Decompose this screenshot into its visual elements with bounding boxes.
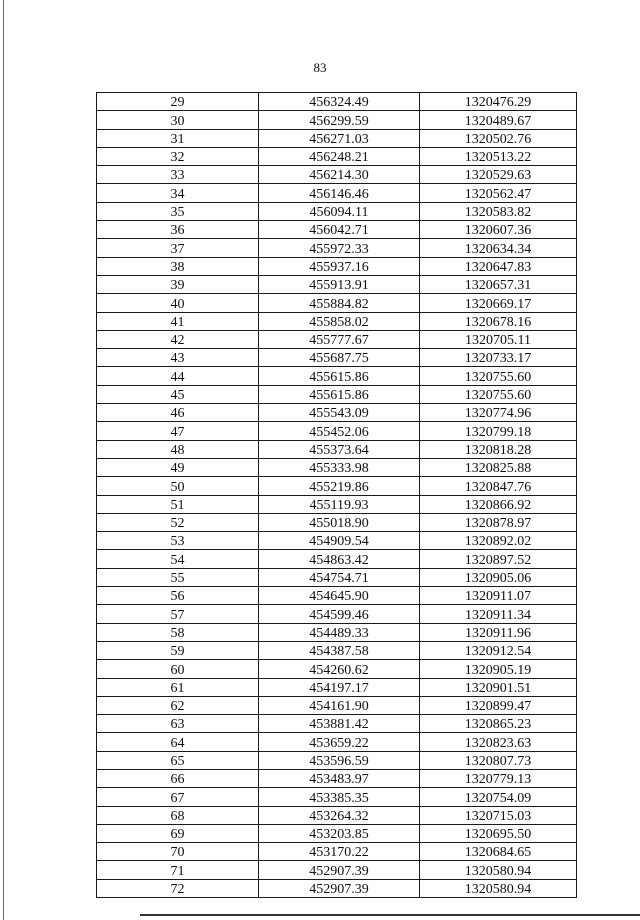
y-coordinate-cell: 1320489.67 xyxy=(420,111,577,129)
y-coordinate-cell: 1320892.02 xyxy=(420,532,577,550)
point-number-cell: 61 xyxy=(97,678,259,696)
point-number-cell: 39 xyxy=(97,275,259,293)
point-number-cell: 59 xyxy=(97,641,259,659)
point-number-cell: 42 xyxy=(97,330,259,348)
x-coordinate-cell: 455452.06 xyxy=(259,422,420,440)
y-coordinate-cell: 1320911.96 xyxy=(420,623,577,641)
y-coordinate-cell: 1320634.34 xyxy=(420,239,577,257)
y-coordinate-cell: 1320583.82 xyxy=(420,202,577,220)
point-number-cell: 55 xyxy=(97,568,259,586)
table-row xyxy=(97,715,577,733)
point-number-cell: 54 xyxy=(97,550,259,568)
x-coordinate-cell: 454645.90 xyxy=(259,587,420,605)
x-coordinate-cell: 455858.02 xyxy=(259,312,420,330)
y-coordinate-cell: 1320807.73 xyxy=(420,751,577,769)
point-number-cell: 35 xyxy=(97,202,259,220)
y-coordinate-cell: 1320825.88 xyxy=(420,458,577,476)
table-row xyxy=(97,239,577,257)
x-coordinate-cell: 454599.46 xyxy=(259,605,420,623)
x-coordinate-cell: 452907.39 xyxy=(259,861,420,879)
y-coordinate-cell: 1320905.06 xyxy=(420,568,577,586)
y-coordinate-cell: 1320911.07 xyxy=(420,587,577,605)
x-coordinate-cell: 456248.21 xyxy=(259,147,420,165)
table-row xyxy=(97,147,577,165)
y-coordinate-cell: 1320755.60 xyxy=(420,367,577,385)
point-number-cell: 53 xyxy=(97,532,259,550)
table-row xyxy=(97,806,577,824)
table-row xyxy=(97,477,577,495)
point-number-cell: 41 xyxy=(97,312,259,330)
x-coordinate-cell: 455884.82 xyxy=(259,294,420,312)
point-number-cell: 29 xyxy=(97,93,259,111)
table-row xyxy=(97,221,577,239)
table-row xyxy=(97,294,577,312)
y-coordinate-cell: 1320715.03 xyxy=(420,806,577,824)
table-row xyxy=(97,678,577,696)
table-row xyxy=(97,696,577,714)
table-row xyxy=(97,550,577,568)
x-coordinate-cell: 456094.11 xyxy=(259,202,420,220)
table-row xyxy=(97,93,577,111)
x-coordinate-cell: 454161.90 xyxy=(259,696,420,714)
x-coordinate-cell: 455687.75 xyxy=(259,349,420,367)
x-coordinate-cell: 455615.86 xyxy=(259,367,420,385)
table-row xyxy=(97,495,577,513)
x-coordinate-cell: 455913.91 xyxy=(259,275,420,293)
point-number-cell: 43 xyxy=(97,349,259,367)
x-coordinate-cell: 456324.49 xyxy=(259,93,420,111)
table-row xyxy=(97,422,577,440)
x-coordinate-cell: 454387.58 xyxy=(259,641,420,659)
x-coordinate-cell: 453203.85 xyxy=(259,824,420,842)
point-number-cell: 33 xyxy=(97,166,259,184)
point-number-cell: 47 xyxy=(97,422,259,440)
y-coordinate-cell: 1320562.47 xyxy=(420,184,577,202)
y-coordinate-cell: 1320754.09 xyxy=(420,788,577,806)
x-coordinate-cell: 455219.86 xyxy=(259,477,420,495)
table-row xyxy=(97,660,577,678)
point-number-cell: 38 xyxy=(97,257,259,275)
y-coordinate-cell: 1320774.96 xyxy=(420,404,577,422)
y-coordinate-cell: 1320755.60 xyxy=(420,385,577,403)
point-number-cell: 57 xyxy=(97,605,259,623)
y-coordinate-cell: 1320607.36 xyxy=(420,221,577,239)
point-number-cell: 30 xyxy=(97,111,259,129)
point-number-cell: 49 xyxy=(97,458,259,476)
x-coordinate-cell: 455777.67 xyxy=(259,330,420,348)
table-row xyxy=(97,404,577,422)
point-number-cell: 37 xyxy=(97,239,259,257)
x-coordinate-cell: 456042.71 xyxy=(259,221,420,239)
x-coordinate-cell: 455543.09 xyxy=(259,404,420,422)
y-coordinate-cell: 1320847.76 xyxy=(420,477,577,495)
table-row xyxy=(97,861,577,879)
table-row xyxy=(97,385,577,403)
point-number-cell: 45 xyxy=(97,385,259,403)
x-coordinate-cell: 453659.22 xyxy=(259,733,420,751)
x-coordinate-cell: 454489.33 xyxy=(259,623,420,641)
y-coordinate-cell: 1320647.83 xyxy=(420,257,577,275)
point-number-cell: 58 xyxy=(97,623,259,641)
point-number-cell: 51 xyxy=(97,495,259,513)
table-row xyxy=(97,257,577,275)
point-number-cell: 63 xyxy=(97,715,259,733)
point-number-cell: 65 xyxy=(97,751,259,769)
table-row xyxy=(97,623,577,641)
x-coordinate-cell: 456299.59 xyxy=(259,111,420,129)
table-row xyxy=(97,788,577,806)
point-number-cell: 56 xyxy=(97,587,259,605)
coordinates-table xyxy=(96,92,577,898)
table-row xyxy=(97,769,577,787)
point-number-cell: 46 xyxy=(97,404,259,422)
point-number-cell: 44 xyxy=(97,367,259,385)
table-row xyxy=(97,349,577,367)
x-coordinate-cell: 455972.33 xyxy=(259,239,420,257)
table-row xyxy=(97,184,577,202)
y-coordinate-cell: 1320476.29 xyxy=(420,93,577,111)
x-coordinate-cell: 455937.16 xyxy=(259,257,420,275)
x-coordinate-cell: 455333.98 xyxy=(259,458,420,476)
y-coordinate-cell: 1320878.97 xyxy=(420,513,577,531)
table-row xyxy=(97,440,577,458)
x-coordinate-cell: 453483.97 xyxy=(259,769,420,787)
table-row xyxy=(97,824,577,842)
x-coordinate-cell: 455018.90 xyxy=(259,513,420,531)
y-coordinate-cell: 1320911.34 xyxy=(420,605,577,623)
x-coordinate-cell: 453170.22 xyxy=(259,843,420,861)
table-row xyxy=(97,312,577,330)
table-row xyxy=(97,532,577,550)
table-row xyxy=(97,111,577,129)
table-row xyxy=(97,330,577,348)
y-coordinate-cell: 1320695.50 xyxy=(420,824,577,842)
table-row xyxy=(97,275,577,293)
y-coordinate-cell: 1320580.94 xyxy=(420,861,577,879)
y-coordinate-cell: 1320733.17 xyxy=(420,349,577,367)
x-coordinate-cell: 453385.35 xyxy=(259,788,420,806)
table-row xyxy=(97,641,577,659)
y-coordinate-cell: 1320502.76 xyxy=(420,129,577,147)
point-number-cell: 52 xyxy=(97,513,259,531)
table-row xyxy=(97,587,577,605)
x-coordinate-cell: 454260.62 xyxy=(259,660,420,678)
point-number-cell: 60 xyxy=(97,660,259,678)
x-coordinate-cell: 455373.64 xyxy=(259,440,420,458)
point-number-cell: 68 xyxy=(97,806,259,824)
point-number-cell: 66 xyxy=(97,769,259,787)
y-coordinate-cell: 1320905.19 xyxy=(420,660,577,678)
y-coordinate-cell: 1320818.28 xyxy=(420,440,577,458)
x-coordinate-cell: 453596.59 xyxy=(259,751,420,769)
y-coordinate-cell: 1320580.94 xyxy=(420,879,577,897)
table-row xyxy=(97,751,577,769)
point-number-cell: 64 xyxy=(97,733,259,751)
point-number-cell: 36 xyxy=(97,221,259,239)
y-coordinate-cell: 1320865.23 xyxy=(420,715,577,733)
x-coordinate-cell: 455119.93 xyxy=(259,495,420,513)
x-coordinate-cell: 454909.54 xyxy=(259,532,420,550)
y-coordinate-cell: 1320657.31 xyxy=(420,275,577,293)
y-coordinate-cell: 1320897.52 xyxy=(420,550,577,568)
y-coordinate-cell: 1320912.54 xyxy=(420,641,577,659)
page-number: 83 xyxy=(313,60,327,75)
point-number-cell: 71 xyxy=(97,861,259,879)
y-coordinate-cell: 1320899.47 xyxy=(420,696,577,714)
table-row xyxy=(97,733,577,751)
y-coordinate-cell: 1320684.65 xyxy=(420,843,577,861)
coordinates-table-body xyxy=(97,93,577,898)
point-number-cell: 50 xyxy=(97,477,259,495)
table-row xyxy=(97,568,577,586)
scan-bottom-line xyxy=(140,914,640,916)
y-coordinate-cell: 1320513.22 xyxy=(420,147,577,165)
y-coordinate-cell: 1320678.16 xyxy=(420,312,577,330)
point-number-cell: 62 xyxy=(97,696,259,714)
y-coordinate-cell: 1320529.63 xyxy=(420,166,577,184)
y-coordinate-cell: 1320779.13 xyxy=(420,769,577,787)
y-coordinate-cell: 1320705.11 xyxy=(420,330,577,348)
point-number-cell: 31 xyxy=(97,129,259,147)
point-number-cell: 34 xyxy=(97,184,259,202)
table-row xyxy=(97,843,577,861)
x-coordinate-cell: 454754.71 xyxy=(259,568,420,586)
table-row xyxy=(97,367,577,385)
y-coordinate-cell: 1320901.51 xyxy=(420,678,577,696)
table-row xyxy=(97,458,577,476)
y-coordinate-cell: 1320866.92 xyxy=(420,495,577,513)
table-row xyxy=(97,513,577,531)
x-coordinate-cell: 456214.30 xyxy=(259,166,420,184)
x-coordinate-cell: 454197.17 xyxy=(259,678,420,696)
x-coordinate-cell: 455615.86 xyxy=(259,385,420,403)
point-number-cell: 32 xyxy=(97,147,259,165)
point-number-cell: 69 xyxy=(97,824,259,842)
y-coordinate-cell: 1320823.63 xyxy=(420,733,577,751)
y-coordinate-cell: 1320669.17 xyxy=(420,294,577,312)
table-row xyxy=(97,202,577,220)
x-coordinate-cell: 452907.39 xyxy=(259,879,420,897)
x-coordinate-cell: 453881.42 xyxy=(259,715,420,733)
x-coordinate-cell: 453264.32 xyxy=(259,806,420,824)
x-coordinate-cell: 456271.03 xyxy=(259,129,420,147)
scan-edge-line xyxy=(3,0,4,920)
point-number-cell: 48 xyxy=(97,440,259,458)
x-coordinate-cell: 454863.42 xyxy=(259,550,420,568)
point-number-cell: 72 xyxy=(97,879,259,897)
point-number-cell: 40 xyxy=(97,294,259,312)
point-number-cell: 67 xyxy=(97,788,259,806)
point-number-cell: 70 xyxy=(97,843,259,861)
table-row xyxy=(97,166,577,184)
table-row xyxy=(97,129,577,147)
table-row xyxy=(97,879,577,897)
x-coordinate-cell: 456146.46 xyxy=(259,184,420,202)
table-row xyxy=(97,605,577,623)
y-coordinate-cell: 1320799.18 xyxy=(420,422,577,440)
